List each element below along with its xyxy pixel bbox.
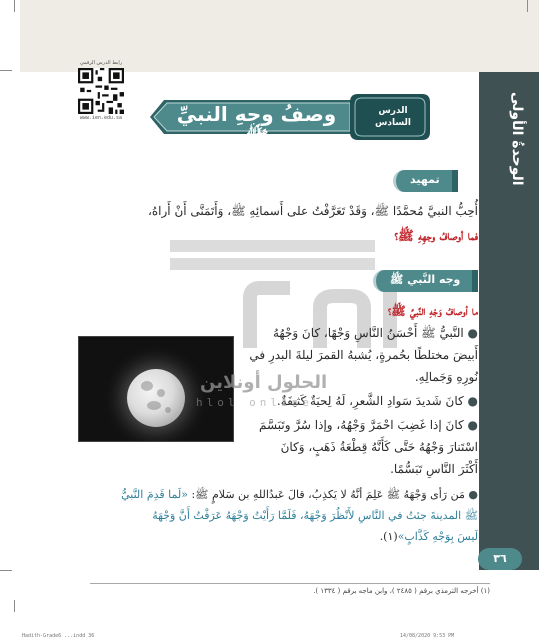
bullet-icon: ● <box>463 418 478 432</box>
watermark-bar <box>170 258 375 270</box>
crop-mark <box>14 600 15 612</box>
moon-crater <box>157 389 165 397</box>
footnote: (١) أخرجه الترمذي برقم ( ٢٤٨٥ )، وابن ماجه برقم ( ١٣٣٤ ). <box>90 583 490 595</box>
moon-crater <box>141 381 153 391</box>
lesson-title: وصفُ وجهِ النبيِّ ﷺ <box>176 102 337 150</box>
face-p1-line2: أَبيضَ مختلطًا بحُمرةٍ، يُشبهُ القمرَ ليلةَ البدرِ في <box>249 348 478 362</box>
face-p4-line3 <box>72 526 478 547</box>
bullet-icon: ● <box>463 326 478 340</box>
face-p4-quote-start: «لَما قَدِمَ النَّبيُّ <box>121 488 188 501</box>
face-p3-line2: اسْتَنارَ وَجْهُهُ حَتَّى كَأَنَّهُ قِطْعَةُ ذَهَبٍ، وَكانَ <box>280 440 478 454</box>
footnote-ref: (١). <box>379 530 398 543</box>
print-slug-right: 14/08/2020 9:53 PM <box>400 633 455 639</box>
qr-url[interactable]: www.ien.edu.sa <box>79 115 123 121</box>
crop-mark <box>14 0 15 12</box>
lesson-title-banner <box>140 92 435 150</box>
intro-text: أُحِبُّ النبيَّ مُحمَّدًا ﷺ، وَقَدْ تَعَرَّفْتُ على أَسمائِهِ ﷺ، وَأَتَمَنَّى أَنْ أَراهُ، <box>148 204 478 218</box>
unit-side-strip <box>479 72 539 570</box>
lesson-badge-line2: السادس <box>374 118 412 128</box>
face-p4-quote-end: لَيسَ بِوَجْهِ كَذَّابٍ» <box>397 530 478 543</box>
crop-mark <box>527 0 528 12</box>
intro-question: فما أوصافُ وجهِهِ ﷺ؟ <box>394 229 478 244</box>
face-paragraph-4 <box>72 484 478 547</box>
lesson-badge-line1: الدرس <box>378 106 408 116</box>
moon-crater <box>147 401 161 410</box>
face-p4-line1 <box>72 484 478 505</box>
qr-caption: رابط الدرس الرقمي <box>79 60 123 66</box>
face-section-header: وجه النَّبي ﷺ <box>373 270 472 292</box>
face-p1-line1 <box>245 322 478 344</box>
qr-code-icon[interactable] <box>78 68 124 114</box>
watermark-bar <box>170 240 375 252</box>
print-slug-left: Hadith-Grade6 ...indd 36 <box>22 633 95 639</box>
qr-block[interactable] <box>74 60 128 121</box>
moon-icon <box>127 369 185 427</box>
face-p3-text1: كانَ إذا غَضِبَ احْمَرَّ وَجْهُهُ، وإذا سُرَّ وتَبَسَّمَ <box>259 418 464 432</box>
face-p2-text: كانَ شَديدَ سَوادِ الشَّعرِ، لَهُ لِحيَةٌ كَثيفَةٌ. <box>276 394 464 408</box>
face-paragraph-3 <box>245 414 478 480</box>
crop-mark <box>0 70 12 71</box>
moon-crater <box>165 407 171 413</box>
face-p1-line3: نُورِهِ وَجَمالِهِ. <box>414 370 478 384</box>
face-p3-line1 <box>245 414 478 436</box>
face-p3-line3: أَكْثَرَ النَّاسِ تَبَسُّمًا. <box>390 462 478 476</box>
face-p4-line2: ﷺ المدينةَ جئتُ في النَّاسِ لأَنْظُرَ وَجْهَهُ، فَلَمَّا رَأَيْتُ وَجْهَهُ عَرَفْتُ أَنَّ وَجْهَهُ <box>152 509 478 522</box>
face-question: ما أوصافُ وَجْهِ النَّبيِّ ﷺ؟ <box>387 304 478 318</box>
face-p1-text1: النَّبيُّ ﷺ أَحْسَنُ النَّاسِ وَجْهًا، كانَ وَجْهُهُ <box>272 326 464 340</box>
watermark-arabic: الحلول أونلاين <box>200 372 328 393</box>
watermark-latin: hlol online <box>196 396 313 409</box>
bullet-icon: ● <box>463 394 478 408</box>
intro-section-header: تمهيد <box>393 170 452 192</box>
lesson-number-badge <box>366 96 420 129</box>
unit-label: الوحدةُ الأولى <box>509 92 525 186</box>
face-p4-text1a: مَن رَأى وَجْهَهُ ﷺ عَلِمَ أنَّهُ لا يَكذِبُ، قالَ عَبدُاللهِ بن سَلامٍ ﷺ: <box>187 488 465 501</box>
crop-mark <box>0 570 12 571</box>
bullet-icon: ● <box>464 488 478 501</box>
page-number: ٣٦ <box>478 548 522 570</box>
